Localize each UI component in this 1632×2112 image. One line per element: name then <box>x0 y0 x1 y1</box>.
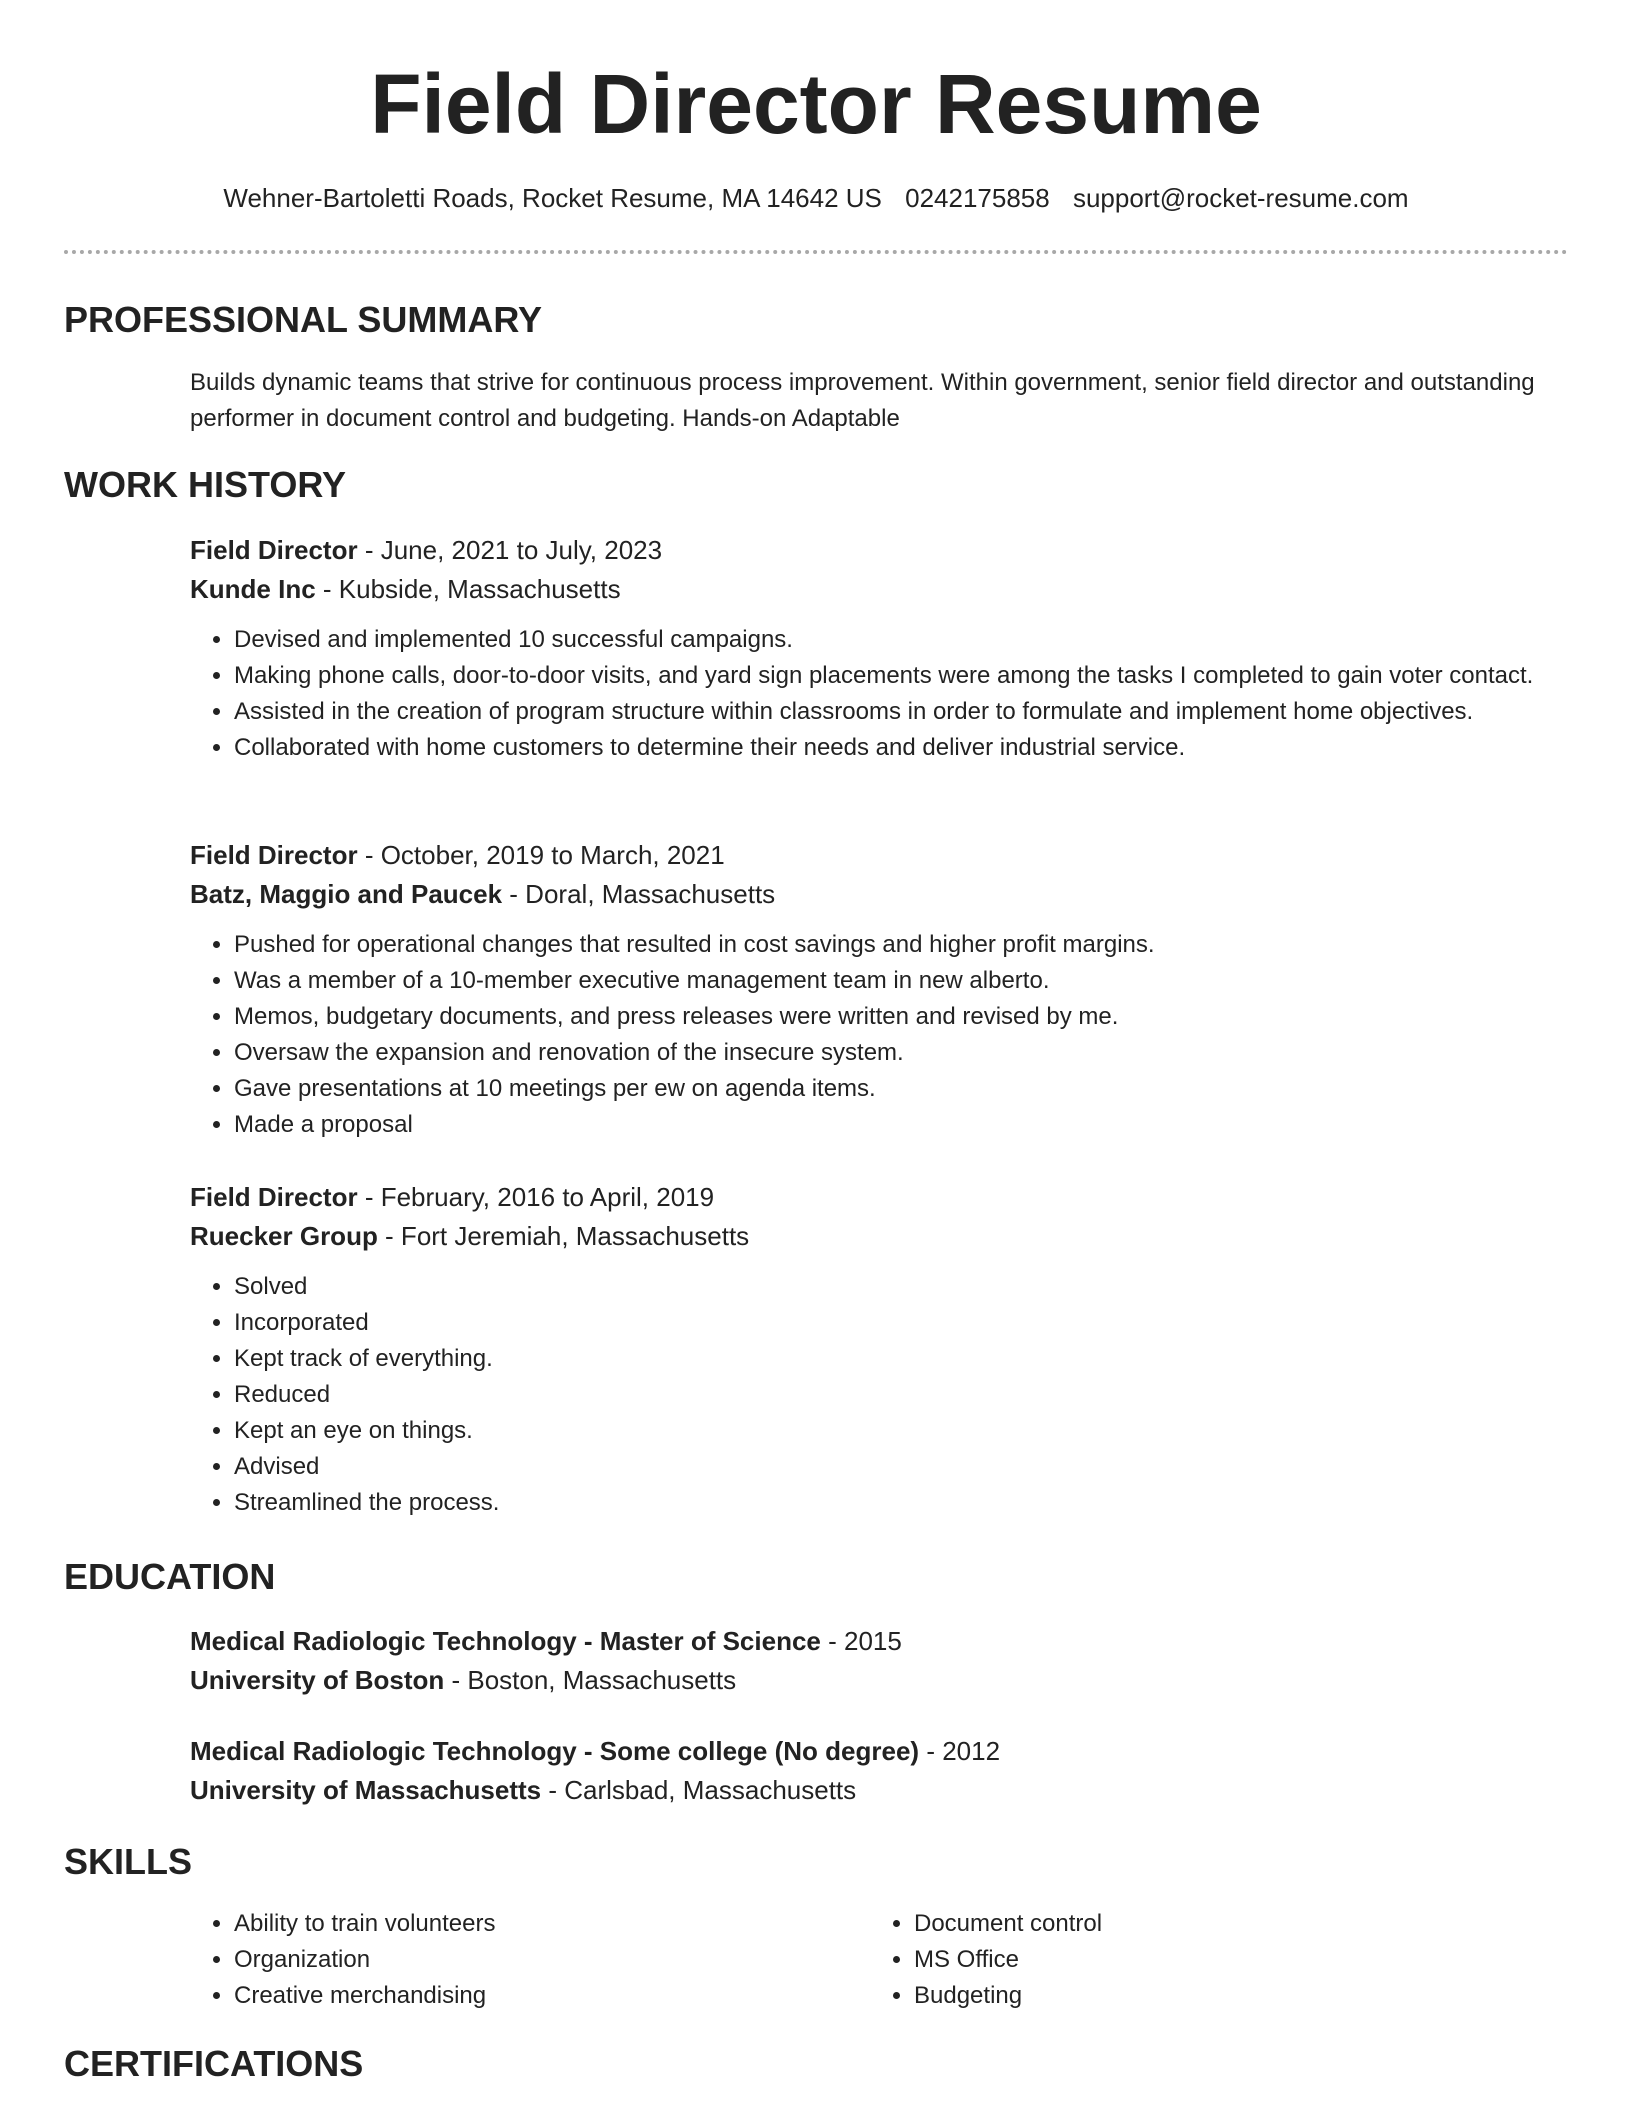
work-history-heading: WORK HISTORY <box>64 464 347 505</box>
job-bullets <box>190 927 1550 1143</box>
job-dates: - June, 2021 to July, 2023 <box>357 535 663 565</box>
job-entry <box>190 531 1550 766</box>
job-bullet: • Collaborated with home customers to determine their needs and deliver industrial service. <box>234 730 1550 766</box>
job-bullet: • Kept an eye on things. <box>234 1413 1550 1449</box>
education-entry <box>190 1622 1550 1699</box>
job-bullet: • Solved <box>234 1269 1550 1305</box>
job-dates: - October, 2019 to March, 2021 <box>357 840 725 870</box>
job-company: Batz, Maggio and Paucek <box>190 879 503 909</box>
skills-list <box>190 1906 750 2014</box>
job-bullet: • Streamlined the process. <box>234 1485 1550 1521</box>
education-entry <box>190 1732 1550 1809</box>
resume-title: Field Director Resume <box>370 57 1262 151</box>
skill-item: • Ability to train volunteers <box>234 1906 750 1942</box>
job-bullets <box>190 622 1550 766</box>
job-dates: - February, 2016 to April, 2019 <box>357 1182 715 1212</box>
job-company: Ruecker Group <box>190 1221 378 1251</box>
job-bullet: • Kept track of everything. <box>234 1341 1550 1377</box>
job-bullet: • Devised and implemented 10 successful campaigns. <box>234 622 1550 658</box>
contact-address: Wehner-Bartoletti Roads, Rocket Resume, MA 14642 US <box>223 183 882 213</box>
education-year: - 2012 <box>919 1736 1001 1766</box>
summary-heading: PROFESSIONAL SUMMARY <box>64 299 543 340</box>
job-bullet: • Memos, budgetary documents, and press releases were written and revised by me. <box>234 999 1550 1035</box>
education-school-line <box>190 1771 1550 1809</box>
education-school: University of Boston <box>190 1665 445 1695</box>
education-degree: Medical Radiologic Technology - Master of Science <box>190 1626 821 1656</box>
job-bullet: • Made a proposal <box>234 1107 1550 1143</box>
job-title: Field Director <box>190 535 358 565</box>
job-location: - Fort Jeremiah, Massachusetts <box>377 1221 750 1251</box>
education-degree-line <box>190 1622 1550 1660</box>
contact-line <box>0 178 1632 218</box>
job-company-line <box>190 1217 1550 1255</box>
skills-heading: SKILLS <box>64 1841 193 1882</box>
job-location: - Kubside, Massachusetts <box>315 574 621 604</box>
education-degree: Medical Radiologic Technology - Some college (No degree) <box>190 1736 920 1766</box>
skill-item: • Budgeting <box>914 1978 1430 2014</box>
job-bullet: • Oversaw the expansion and renovation of the insecure system. <box>234 1035 1550 1071</box>
certifications-heading: CERTIFICATIONS <box>64 2043 364 2084</box>
job-title-line <box>190 1178 1550 1216</box>
skills-column-right <box>870 1906 1430 2014</box>
job-bullet: • Was a member of a 10-member executive management team in new alberto. <box>234 963 1550 999</box>
skill-item: • MS Office <box>914 1942 1430 1978</box>
skill-item: • Creative merchandising <box>234 1978 750 2014</box>
job-company-line <box>190 875 1550 913</box>
skills-list <box>870 1906 1430 2014</box>
job-bullet: • Assisted in the creation of program structure within classrooms in order to formulate and implement home objectives. <box>234 694 1550 730</box>
job-title-line <box>190 531 1550 569</box>
job-company-line <box>190 570 1550 608</box>
skill-item: • Organization <box>234 1942 750 1978</box>
education-degree-line <box>190 1732 1550 1770</box>
summary-text: Builds dynamic teams that strive for continuous process improvement. Within government, senior field director and outstanding performer in document control and budgeting. Hands-on Adaptable <box>190 369 1535 432</box>
job-bullet: • Making phone calls, door-to-door visits, and yard sign placements were among the tasks I completed to gain voter contact. <box>234 658 1550 694</box>
education-location: - Boston, Massachusetts <box>444 1665 737 1695</box>
education-heading: EDUCATION <box>64 1556 276 1597</box>
job-entry <box>190 1178 1550 1521</box>
job-title: Field Director <box>190 840 358 870</box>
skills-column-left <box>190 1906 750 2014</box>
education-school-line <box>190 1661 1550 1699</box>
job-bullet: • Advised <box>234 1449 1550 1485</box>
job-bullets <box>190 1269 1550 1521</box>
job-title: Field Director <box>190 1182 358 1212</box>
job-location: - Doral, Massachusetts <box>502 879 776 909</box>
job-bullet: • Pushed for operational changes that resulted in cost savings and higher profit margins. <box>234 927 1550 963</box>
job-company: Kunde Inc <box>190 574 316 604</box>
education-school: University of Massachusetts <box>190 1775 542 1805</box>
job-entry <box>190 836 1550 1143</box>
education-year: - 2015 <box>820 1626 902 1656</box>
job-title-line <box>190 836 1550 874</box>
contact-phone: 0242175858 <box>905 183 1050 213</box>
job-bullet: • Reduced <box>234 1377 1550 1413</box>
header-divider <box>64 250 1568 254</box>
job-bullet: • Gave presentations at 10 meetings per ew on agenda items. <box>234 1071 1550 1107</box>
contact-email: support@rocket-resume.com <box>1072 183 1409 213</box>
skill-item: • Document control <box>914 1906 1430 1942</box>
job-bullet: • Incorporated <box>234 1305 1550 1341</box>
education-location: - Carlsbad, Massachusetts <box>541 1775 857 1805</box>
